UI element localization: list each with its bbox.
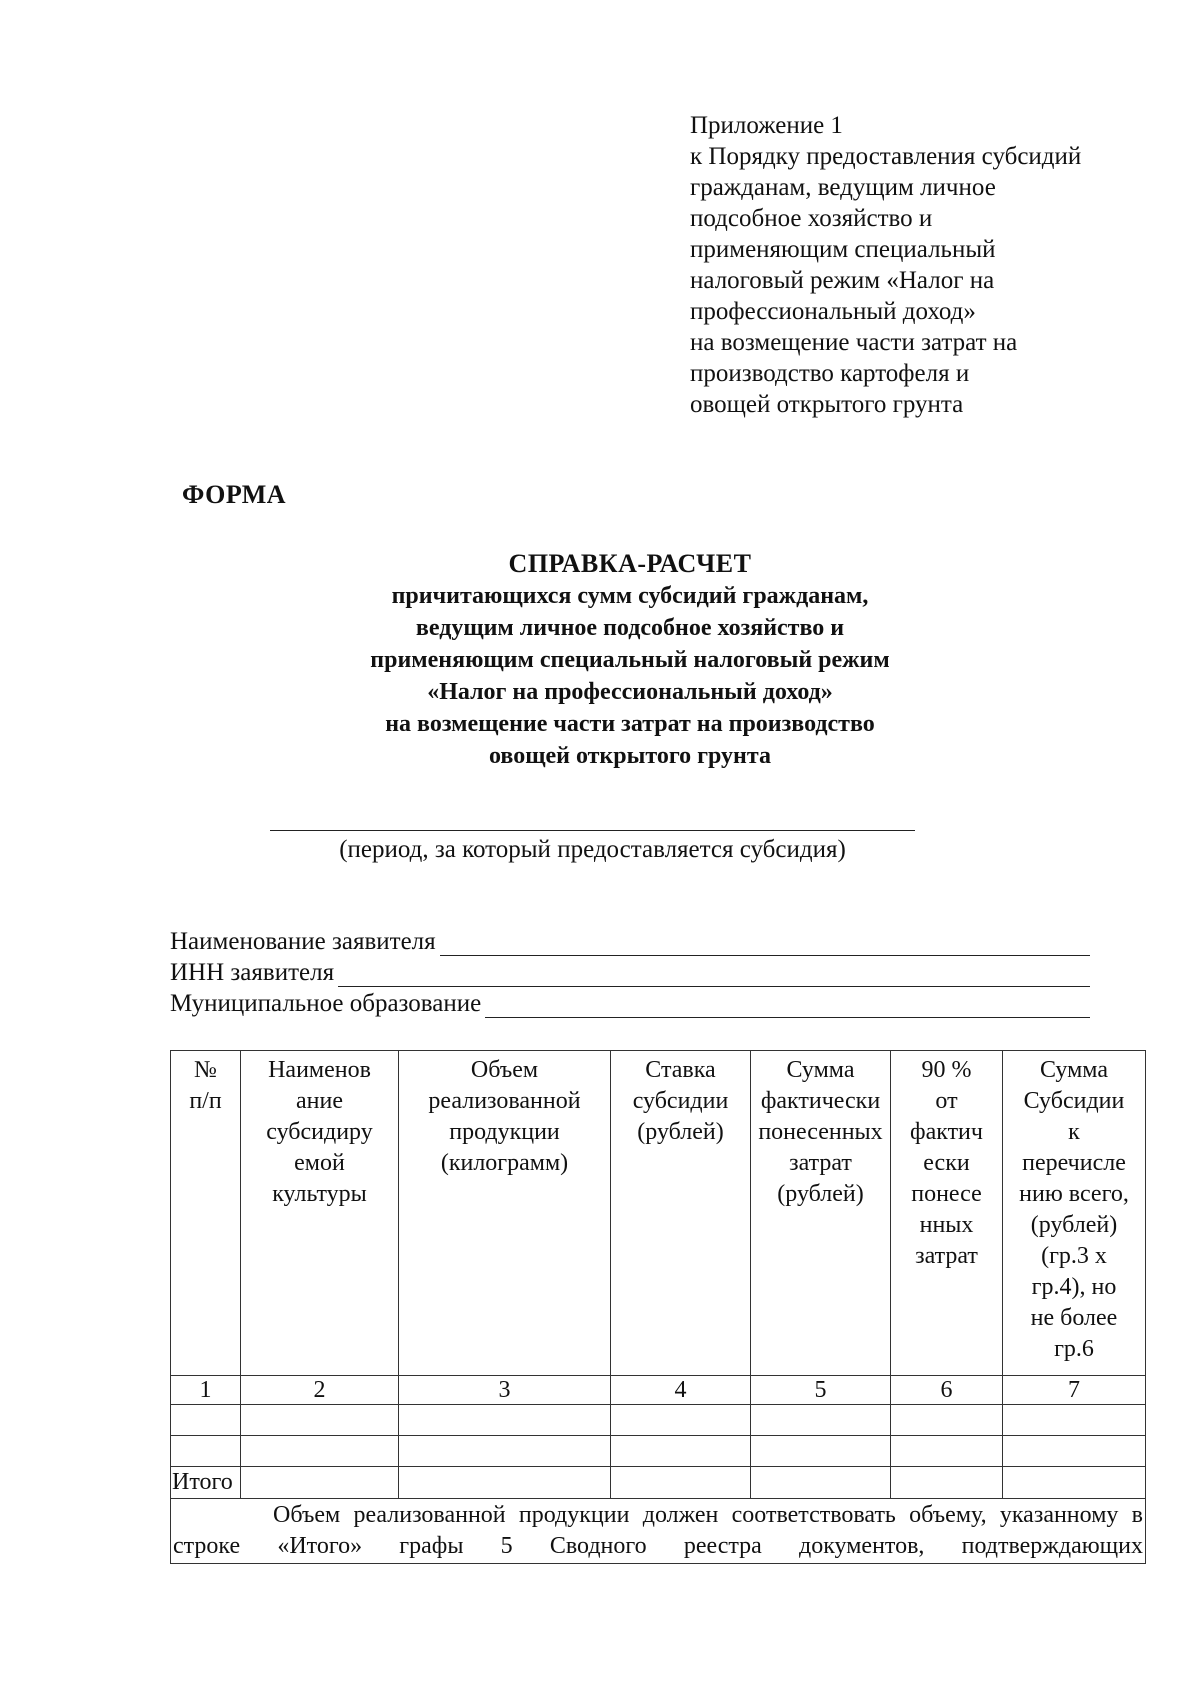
appendix-line: производство картофеля и xyxy=(690,360,970,387)
header-line: Субсидии xyxy=(1023,1088,1125,1114)
column-number: 1 xyxy=(171,1376,241,1405)
table-cell[interactable] xyxy=(241,1467,399,1499)
header-line: нию всего, xyxy=(1019,1181,1129,1207)
header-line: затрат xyxy=(915,1243,978,1269)
header-line: к xyxy=(1068,1119,1080,1145)
table-cell[interactable] xyxy=(611,1467,751,1499)
header-line: фактич xyxy=(910,1119,983,1145)
header-line: 90 % xyxy=(921,1057,972,1083)
table-cell[interactable] xyxy=(1003,1467,1146,1499)
table-row xyxy=(171,1436,1146,1467)
header-line: п/п xyxy=(189,1088,222,1114)
title-line: применяющим специальный налоговый режим xyxy=(370,647,890,673)
period-caption: (период, за который предоставляется субсидия) xyxy=(339,836,846,863)
appendix-line: овощей открытого грунта xyxy=(690,391,964,418)
table-header-row xyxy=(171,1051,1146,1376)
header-line: Сумма xyxy=(786,1057,855,1083)
table-cell[interactable] xyxy=(891,1467,1003,1499)
appendix-line: подсобное хозяйство и xyxy=(690,205,933,232)
header-line: реализованной xyxy=(428,1088,581,1114)
table-cell[interactable] xyxy=(171,1405,241,1436)
appendix-line: к Порядку предоставления субсидий xyxy=(690,143,1082,170)
column-number-row xyxy=(171,1376,1146,1405)
header-line: понесенных xyxy=(758,1119,883,1145)
table-cell[interactable] xyxy=(1003,1405,1146,1436)
table-row xyxy=(171,1405,1146,1436)
table-cell[interactable] xyxy=(241,1405,399,1436)
header-line: затрат xyxy=(789,1150,852,1176)
header-line: Наименов xyxy=(268,1057,371,1083)
header-line: субсидии xyxy=(632,1088,729,1114)
column-number: 4 xyxy=(611,1376,751,1405)
header-line: гр.4), но xyxy=(1031,1274,1117,1300)
header-line: от xyxy=(935,1088,958,1114)
header-line: (килограмм) xyxy=(440,1150,569,1176)
header-cell xyxy=(751,1051,891,1376)
municipality-field[interactable] xyxy=(485,995,1090,1018)
note-cell xyxy=(171,1499,1146,1564)
table-cell[interactable] xyxy=(1003,1436,1146,1467)
header-line: нных xyxy=(919,1212,974,1238)
header-line: (рублей) xyxy=(777,1181,864,1207)
header-line: (рублей) xyxy=(1030,1212,1118,1238)
note-text: Объем реализованной продукции должен соответствовать объему, указанному в строке «Итого» графы 5 Сводного реестра документов, подтверждающих xyxy=(173,1502,1143,1559)
main-title: СПРАВКА-РАСЧЕТ xyxy=(508,549,752,578)
municipality-row xyxy=(170,987,1090,1018)
table-cell[interactable] xyxy=(891,1436,1003,1467)
column-number: 7 xyxy=(1003,1376,1146,1405)
form-label: ФОРМА xyxy=(182,480,287,509)
appendix-line: гражданам, ведущим личное xyxy=(690,174,996,201)
header-line: субсидиру xyxy=(266,1119,373,1145)
header-line: № xyxy=(194,1057,217,1083)
header-cell xyxy=(171,1051,241,1376)
table-cell[interactable] xyxy=(751,1405,891,1436)
applicant-name-field[interactable] xyxy=(440,933,1090,956)
column-number: 5 xyxy=(751,1376,891,1405)
applicant-fields xyxy=(170,925,1090,1018)
table-cell[interactable] xyxy=(751,1467,891,1499)
header-cell xyxy=(241,1051,399,1376)
header-cell xyxy=(1003,1051,1146,1376)
calculation-table xyxy=(170,1050,1146,1564)
header-line: фактически xyxy=(760,1088,881,1114)
table-cell[interactable] xyxy=(751,1436,891,1467)
header-line: Ставка xyxy=(645,1057,716,1083)
header-line: Сумма xyxy=(1040,1057,1108,1083)
total-label: Итого xyxy=(171,1467,241,1499)
appendix-line: на возмещение части затрат на xyxy=(690,329,1018,356)
header-line: понесе xyxy=(911,1181,982,1207)
title-line: овощей открытого грунта xyxy=(489,743,771,769)
header-line: (гр.3 х xyxy=(1041,1243,1107,1269)
header-line: (рублей) xyxy=(637,1119,724,1145)
header-cell xyxy=(891,1051,1003,1376)
appendix-line: налоговый режим «Налог на xyxy=(690,267,995,294)
column-number: 6 xyxy=(891,1376,1003,1405)
title-line: на возмещение части затрат на производство xyxy=(385,711,875,737)
header-line: емой xyxy=(294,1150,345,1176)
table-cell[interactable] xyxy=(399,1436,611,1467)
header-line: не более xyxy=(1030,1305,1118,1331)
appendix-line: Приложение 1 xyxy=(690,112,843,139)
column-number: 2 xyxy=(241,1376,399,1405)
header-cell xyxy=(399,1051,611,1376)
note-row xyxy=(171,1499,1146,1564)
applicant-inn-label: ИНН заявителя xyxy=(170,959,335,986)
table-cell[interactable] xyxy=(611,1436,751,1467)
total-row xyxy=(171,1467,1146,1499)
table-cell[interactable] xyxy=(399,1467,611,1499)
header-cell xyxy=(611,1051,751,1376)
table-cell[interactable] xyxy=(611,1405,751,1436)
header-line: ески xyxy=(923,1150,970,1176)
header-line: гр.6 xyxy=(1054,1336,1094,1362)
applicant-name-row xyxy=(170,925,1090,956)
header-line: продукции xyxy=(449,1119,560,1145)
title-line: причитающихся сумм субсидий гражданам, xyxy=(391,583,869,609)
header-line: культуры xyxy=(272,1181,367,1207)
applicant-name-label: Наименование заявителя xyxy=(170,928,436,955)
title-line: ведущим личное подсобное хозяйство и xyxy=(415,615,845,641)
header-line: Объем xyxy=(470,1057,539,1083)
applicant-inn-field[interactable] xyxy=(338,964,1090,987)
table-cell[interactable] xyxy=(891,1405,1003,1436)
header-line: перечисле xyxy=(1022,1150,1126,1176)
table-cell[interactable] xyxy=(171,1436,241,1467)
applicant-inn-row xyxy=(170,956,1090,987)
table-cell[interactable] xyxy=(399,1405,611,1436)
municipality-label: Муниципальное образование xyxy=(170,990,482,1017)
table-cell[interactable] xyxy=(241,1436,399,1467)
document-title xyxy=(270,548,990,772)
appendix-line: профессиональный доход» xyxy=(690,298,976,325)
appendix-header xyxy=(690,110,1160,420)
appendix-line: применяющим специальный xyxy=(690,236,996,263)
header-line: ание xyxy=(296,1088,343,1114)
title-line: «Налог на профессиональный доход» xyxy=(427,679,833,705)
period-blank-line[interactable] xyxy=(270,830,915,831)
column-number: 3 xyxy=(399,1376,611,1405)
